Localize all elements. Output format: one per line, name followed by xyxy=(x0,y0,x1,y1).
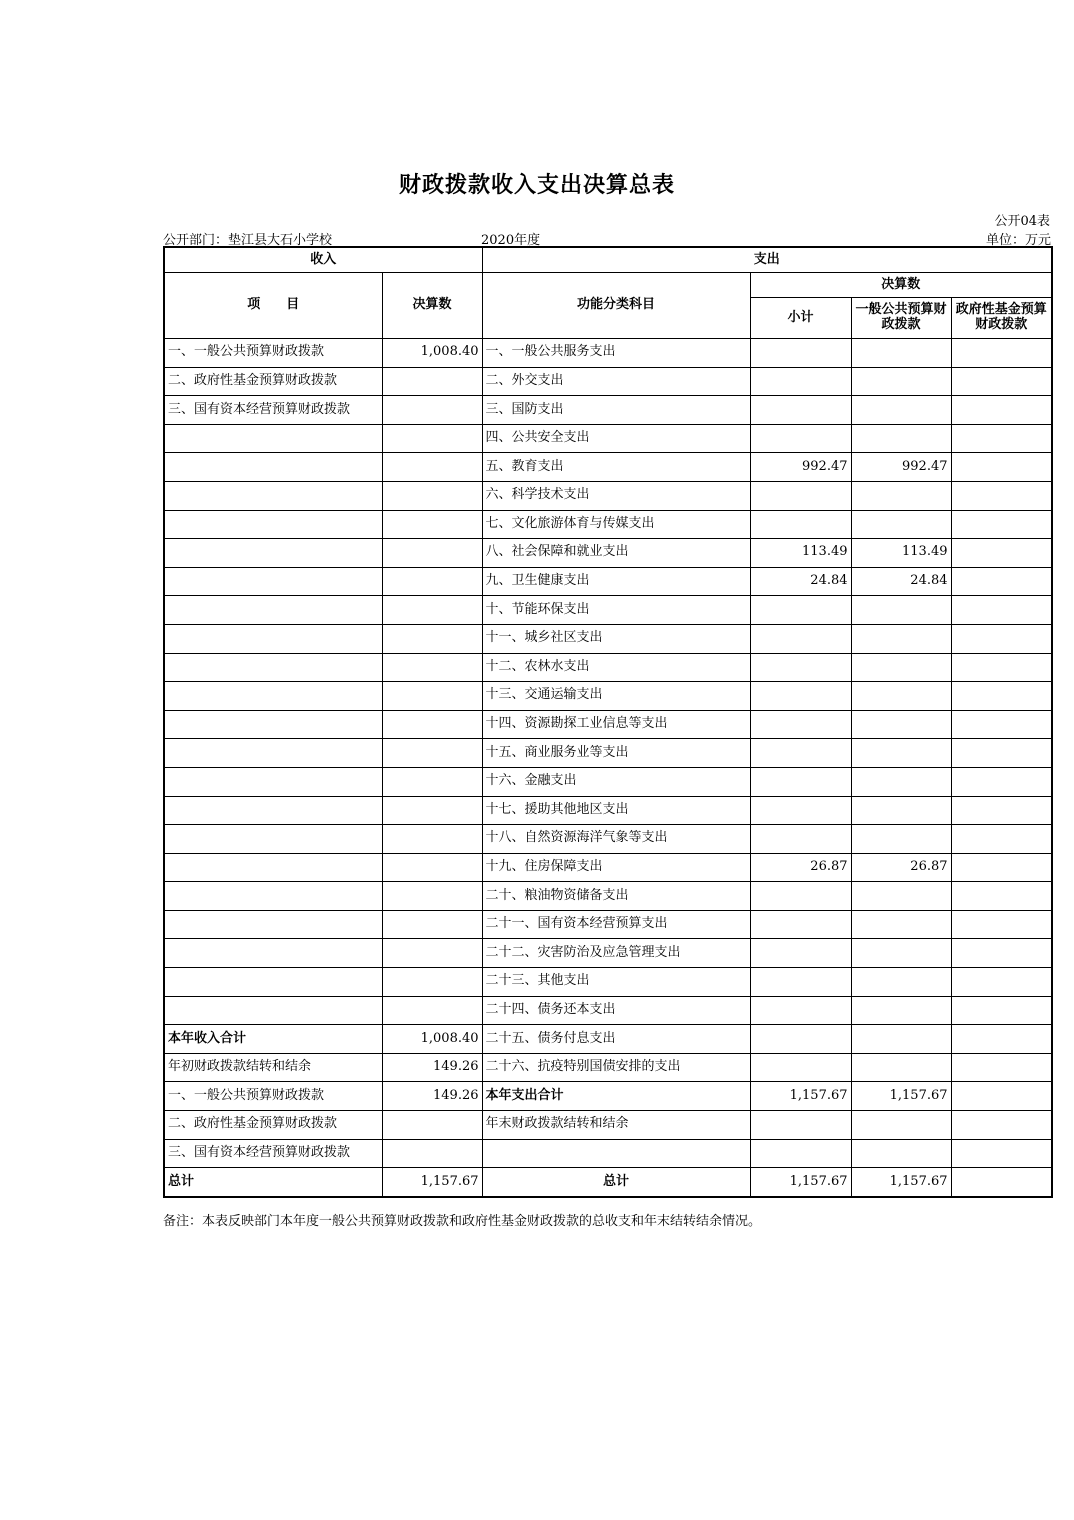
gov-fund-cell xyxy=(951,910,1052,939)
expense-item-cell: 十五、商业服务业等支出 xyxy=(482,739,750,768)
general-budget-cell xyxy=(851,1139,951,1168)
subtotal-cell xyxy=(750,339,851,368)
table-row xyxy=(164,1053,1052,1082)
income-amount-cell xyxy=(382,996,482,1025)
budget-table xyxy=(163,246,1053,1198)
table-row xyxy=(164,939,1052,968)
general-budget-cell xyxy=(851,481,951,510)
table-row xyxy=(164,739,1052,768)
expense-item-cell: 一、一般公共服务支出 xyxy=(482,339,750,368)
expense-item-cell: 九、卫生健康支出 xyxy=(482,567,750,596)
general-budget-cell xyxy=(851,910,951,939)
income-item-cell xyxy=(164,825,382,854)
gov-fund-cell xyxy=(951,939,1052,968)
expense-item-cell: 七、文化旅游体育与传媒支出 xyxy=(482,510,750,539)
table-row xyxy=(164,825,1052,854)
general-budget-cell xyxy=(851,968,951,997)
gov-fund-cell xyxy=(951,682,1052,711)
income-amount-cell xyxy=(382,939,482,968)
income-item-cell xyxy=(164,939,382,968)
general-budget-cell xyxy=(851,339,951,368)
header-row-1 xyxy=(164,247,1052,273)
income-item-cell: 二、政府性基金预算财政拨款 xyxy=(164,1111,382,1140)
gov-fund-cell xyxy=(951,339,1052,368)
table-row xyxy=(164,653,1052,682)
subtotal-cell xyxy=(750,739,851,768)
table-row xyxy=(164,710,1052,739)
table-row xyxy=(164,367,1052,396)
general-budget-cell xyxy=(851,396,951,425)
income-item-cell xyxy=(164,596,382,625)
income-item-cell xyxy=(164,739,382,768)
income-item-cell xyxy=(164,539,382,568)
subtotal-cell xyxy=(750,653,851,682)
income-item-cell xyxy=(164,510,382,539)
general-budget-cell: 1,157.67 xyxy=(851,1168,951,1197)
income-amount-cell: 149.26 xyxy=(382,1053,482,1082)
expense-header: 支出 xyxy=(482,247,1052,273)
expense-item-cell: 二、外交支出 xyxy=(482,367,750,396)
subtotal-header: 小计 xyxy=(750,298,851,339)
expense-item-cell: 十八、自然资源海洋气象等支出 xyxy=(482,825,750,854)
subtotal-cell xyxy=(750,882,851,911)
subtotal-cell: 113.49 xyxy=(750,539,851,568)
income-amount-cell xyxy=(382,853,482,882)
expense-item-cell: 十二、农林水支出 xyxy=(482,653,750,682)
income-item-cell: 二、政府性基金预算财政拨款 xyxy=(164,367,382,396)
expense-item-cell: 本年支出合计 xyxy=(482,1082,750,1111)
income-header: 收入 xyxy=(164,247,482,273)
income-amount-cell xyxy=(382,882,482,911)
gov-fund-cell xyxy=(951,767,1052,796)
table-row xyxy=(164,1139,1052,1168)
item-header: 项 目 xyxy=(164,273,382,339)
gov-fund-cell xyxy=(951,968,1052,997)
income-item-cell xyxy=(164,481,382,510)
gov-fund-cell xyxy=(951,1168,1052,1197)
gov-fund-cell xyxy=(951,1053,1052,1082)
table-row xyxy=(164,596,1052,625)
gov-fund-cell xyxy=(951,796,1052,825)
subtotal-cell xyxy=(750,596,851,625)
table-row xyxy=(164,567,1052,596)
table-row xyxy=(164,1111,1052,1140)
expense-item-cell: 八、社会保障和就业支出 xyxy=(482,539,750,568)
income-amount-cell xyxy=(382,367,482,396)
income-item-cell xyxy=(164,653,382,682)
income-amount-cell xyxy=(382,481,482,510)
income-amount-cell xyxy=(382,739,482,768)
gov-fund-cell xyxy=(951,424,1052,453)
gov-fund-cell xyxy=(951,739,1052,768)
general-budget-cell: 24.84 xyxy=(851,567,951,596)
subtotal-cell xyxy=(750,767,851,796)
income-item-cell xyxy=(164,968,382,997)
table-row xyxy=(164,396,1052,425)
expense-item-cell: 十九、住房保障支出 xyxy=(482,853,750,882)
income-amount-cell xyxy=(382,567,482,596)
general-budget-cell: 1,157.67 xyxy=(851,1082,951,1111)
income-item-cell xyxy=(164,767,382,796)
expense-item-cell: 十四、资源勘探工业信息等支出 xyxy=(482,710,750,739)
subtotal-cell xyxy=(750,1025,851,1054)
expense-item-cell: 年末财政拨款结转和结余 xyxy=(482,1111,750,1140)
income-item-cell xyxy=(164,910,382,939)
subtotal-cell xyxy=(750,1053,851,1082)
income-amount-cell xyxy=(382,1139,482,1168)
gov-fund-cell xyxy=(951,853,1052,882)
income-amount-cell xyxy=(382,767,482,796)
income-amount-cell xyxy=(382,396,482,425)
subtotal-cell xyxy=(750,510,851,539)
subtotal-cell xyxy=(750,796,851,825)
gov-fund-cell xyxy=(951,1025,1052,1054)
table-row xyxy=(164,424,1052,453)
table-row xyxy=(164,453,1052,482)
general-budget-cell xyxy=(851,739,951,768)
general-budget-cell xyxy=(851,825,951,854)
table-row xyxy=(164,796,1052,825)
expense-item-cell: 三、国防支出 xyxy=(482,396,750,425)
income-amount-cell xyxy=(382,910,482,939)
gov-fund-cell xyxy=(951,539,1052,568)
page-title: 财政拨款收入支出决算总表 xyxy=(398,172,675,198)
table-row xyxy=(164,1168,1052,1197)
general-budget-cell xyxy=(851,996,951,1025)
final-amount-header: 决算数 xyxy=(382,273,482,339)
general-budget-cell xyxy=(851,1111,951,1140)
subtotal-cell: 26.87 xyxy=(750,853,851,882)
expense-item-cell: 六、科学技术支出 xyxy=(482,481,750,510)
general-budget-cell xyxy=(851,882,951,911)
general-budget-cell xyxy=(851,682,951,711)
gov-fund-cell xyxy=(951,1111,1052,1140)
expense-item-cell: 二十二、灾害防治及应急管理支出 xyxy=(482,939,750,968)
income-amount-cell: 149.26 xyxy=(382,1082,482,1111)
general-budget-cell xyxy=(851,596,951,625)
subtotal-cell xyxy=(750,1139,851,1168)
table-row xyxy=(164,682,1052,711)
income-amount-cell: 1,008.40 xyxy=(382,1025,482,1054)
table-row xyxy=(164,1025,1052,1054)
general-budget-cell: 26.87 xyxy=(851,853,951,882)
income-amount-cell xyxy=(382,539,482,568)
gov-fund-cell xyxy=(951,825,1052,854)
general-budget-cell xyxy=(851,939,951,968)
table-row xyxy=(164,339,1052,368)
expense-item-cell: 二十三、其他支出 xyxy=(482,968,750,997)
gov-fund-cell xyxy=(951,367,1052,396)
income-item-cell: 三、国有资本经营预算财政拨款 xyxy=(164,396,382,425)
income-amount-cell xyxy=(382,653,482,682)
form-number: 公开04表 xyxy=(994,214,1050,229)
footnote: 备注：本表反映部门本年度一般公共预算财政拨款和政府性基金财政拨款的总收支和年末结转结余情况。 xyxy=(163,1214,762,1229)
income-item-cell xyxy=(164,624,382,653)
income-amount-cell xyxy=(382,510,482,539)
general-budget-cell xyxy=(851,1053,951,1082)
general-budget-cell xyxy=(851,624,951,653)
gov-fund-cell xyxy=(951,1082,1052,1111)
gov-fund-cell xyxy=(951,710,1052,739)
gov-fund-cell xyxy=(951,396,1052,425)
expense-item-cell: 十、节能环保支出 xyxy=(482,596,750,625)
subtotal-cell xyxy=(750,910,851,939)
unit-label: 单位：万元 xyxy=(985,233,1051,248)
table-row xyxy=(164,882,1052,911)
general-budget-cell xyxy=(851,510,951,539)
income-item-cell: 一、一般公共预算财政拨款 xyxy=(164,1082,382,1111)
table-row xyxy=(164,910,1052,939)
subtotal-cell: 1,157.67 xyxy=(750,1082,851,1111)
gov-fund-cell xyxy=(951,510,1052,539)
income-item-cell: 三、国有资本经营预算财政拨款 xyxy=(164,1139,382,1168)
income-amount-cell xyxy=(382,710,482,739)
general-budget-cell xyxy=(851,1025,951,1054)
general-budget-cell xyxy=(851,796,951,825)
general-budget-cell xyxy=(851,710,951,739)
gov-fund-header: 政府性基金预算财政拨款 xyxy=(951,298,1052,339)
general-budget-cell xyxy=(851,367,951,396)
general-budget-cell xyxy=(851,653,951,682)
income-item-cell xyxy=(164,996,382,1025)
income-item-cell xyxy=(164,796,382,825)
subtotal-cell xyxy=(750,996,851,1025)
expense-item-cell: 二十、粮油物资储备支出 xyxy=(482,882,750,911)
expense-item-cell: 二十一、国有资本经营预算支出 xyxy=(482,910,750,939)
table-row xyxy=(164,853,1052,882)
gov-fund-cell xyxy=(951,624,1052,653)
gov-fund-cell xyxy=(951,596,1052,625)
gov-fund-cell xyxy=(951,453,1052,482)
subtotal-cell xyxy=(750,424,851,453)
gov-fund-cell xyxy=(951,1139,1052,1168)
income-amount-cell xyxy=(382,682,482,711)
expense-item-cell: 二十五、债务付息支出 xyxy=(482,1025,750,1054)
table-row xyxy=(164,624,1052,653)
expense-item-cell: 四、公共安全支出 xyxy=(482,424,750,453)
subtotal-cell xyxy=(750,825,851,854)
expense-item-cell: 十六、金融支出 xyxy=(482,767,750,796)
table-row xyxy=(164,510,1052,539)
subtotal-cell xyxy=(750,624,851,653)
gov-fund-cell xyxy=(951,996,1052,1025)
income-item-cell xyxy=(164,453,382,482)
table-row xyxy=(164,968,1052,997)
function-class-header: 功能分类科目 xyxy=(482,273,750,339)
income-item-cell: 年初财政拨款结转和结余 xyxy=(164,1053,382,1082)
expense-item-cell: 十七、援助其他地区支出 xyxy=(482,796,750,825)
general-budget-cell: 113.49 xyxy=(851,539,951,568)
table-row xyxy=(164,481,1052,510)
income-amount-cell xyxy=(382,596,482,625)
expense-item-cell: 二十六、抗疫特别国债安排的支出 xyxy=(482,1053,750,1082)
income-item-cell: 总计 xyxy=(164,1168,382,1197)
final-group-header: 决算数 xyxy=(750,273,1052,298)
income-amount-cell xyxy=(382,624,482,653)
header-row-2 xyxy=(164,273,1052,298)
table-row xyxy=(164,539,1052,568)
income-amount-cell xyxy=(382,1111,482,1140)
income-item-cell: 本年收入合计 xyxy=(164,1025,382,1054)
income-amount-cell xyxy=(382,796,482,825)
subtotal-cell: 992.47 xyxy=(750,453,851,482)
subtotal-cell xyxy=(750,367,851,396)
table-row xyxy=(164,996,1052,1025)
income-amount-cell xyxy=(382,968,482,997)
income-item-cell: 一、一般公共预算财政拨款 xyxy=(164,339,382,368)
subtotal-cell xyxy=(750,481,851,510)
expense-item-cell: 十一、城乡社区支出 xyxy=(482,624,750,653)
income-item-cell xyxy=(164,424,382,453)
gov-fund-cell xyxy=(951,481,1052,510)
income-amount-cell xyxy=(382,825,482,854)
expense-item-cell: 总计 xyxy=(482,1168,750,1197)
income-item-cell xyxy=(164,682,382,711)
subtotal-cell xyxy=(750,682,851,711)
subtotal-cell xyxy=(750,396,851,425)
department-label: 公开部门：垫江县大石小学校 xyxy=(163,233,333,248)
subtotal-cell: 1,157.67 xyxy=(750,1168,851,1197)
gov-fund-cell xyxy=(951,567,1052,596)
gov-fund-cell xyxy=(951,653,1052,682)
income-amount-cell xyxy=(382,424,482,453)
subtotal-cell xyxy=(750,1111,851,1140)
income-item-cell xyxy=(164,567,382,596)
income-item-cell xyxy=(164,853,382,882)
expense-item-cell: 五、教育支出 xyxy=(482,453,750,482)
general-budget-cell xyxy=(851,767,951,796)
subtotal-cell xyxy=(750,968,851,997)
income-item-cell xyxy=(164,882,382,911)
general-budget-cell xyxy=(851,424,951,453)
income-amount-cell xyxy=(382,453,482,482)
expense-item-cell: 十三、交通运输支出 xyxy=(482,682,750,711)
subtotal-cell: 24.84 xyxy=(750,567,851,596)
income-amount-cell: 1,157.67 xyxy=(382,1168,482,1197)
gov-fund-cell xyxy=(951,882,1052,911)
general-budget-cell: 992.47 xyxy=(851,453,951,482)
year-label: 2020年度 xyxy=(481,233,541,248)
income-amount-cell: 1,008.40 xyxy=(382,339,482,368)
expense-item-cell: 二十四、债务还本支出 xyxy=(482,996,750,1025)
table-row xyxy=(164,767,1052,796)
general-budget-header: 一般公共预算财政拨款 xyxy=(851,298,951,339)
subtotal-cell xyxy=(750,710,851,739)
subtotal-cell xyxy=(750,939,851,968)
expense-item-cell xyxy=(482,1139,750,1168)
table-row xyxy=(164,1082,1052,1111)
meta-line xyxy=(163,229,1051,247)
income-item-cell xyxy=(164,710,382,739)
